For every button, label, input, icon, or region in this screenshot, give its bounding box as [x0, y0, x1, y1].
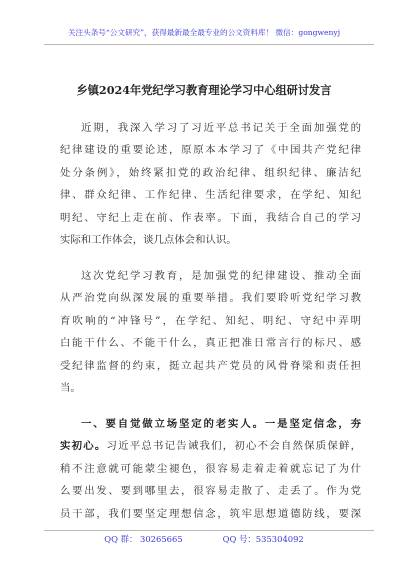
paragraph-line: 当。 — [60, 381, 81, 394]
section-heading-line — [60, 413, 361, 435]
paragraph-line: 员干部，我们要坚定理想信念，筑牢思想道德防线，要深 — [60, 507, 361, 520]
paragraph-line: 受纪律监督的约束，挺立起共产党员的风骨脊梁和责任担 — [60, 359, 361, 372]
footer-divider — [44, 530, 374, 531]
paragraph-1 — [60, 117, 361, 251]
paragraph-line: 从严治党向纵深发展的重要举措。我们要聆听党纪学习教 — [60, 292, 361, 305]
paragraph-line: 这次党纪学习教育，是加强党的纪律建设、推动全面 — [81, 270, 361, 282]
paragraph-line: 么要出发、要到哪里去，很容易走散了、走丢了。作为党 — [60, 485, 361, 498]
document-title: 乡镇2024年党纪学习教育理论学习中心组研讨发言 — [76, 83, 332, 97]
paragraph-line: 育吹响的“冲锋号”，在学纪、知纪、明纪、守纪中弄明 — [60, 314, 361, 327]
paragraph-line: 稍不注意就可能蒙尘褪色，很容易走着走着就忘记了为什 — [60, 462, 361, 475]
section-heading-continuation: 实初心。 — [60, 440, 107, 453]
paragraph-3 — [60, 413, 361, 525]
paragraph-line: 明纪、守纪上走在前、作表率。下面，我结合自己的学习 — [60, 211, 361, 224]
paragraph-2 — [60, 265, 361, 399]
footer-contacts — [0, 533, 408, 545]
paragraph-line: 实际和工作体会，谈几点体会和认识。 — [60, 233, 237, 246]
header-banner: 关注头条号“公文研究”，获得最新最全最专业的公文资料库！ 微信：gongwenyj — [67, 28, 341, 37]
paragraph-line: 处分条例》，始终紧扣党的政治纪律、组织纪律、廉洁纪 — [60, 166, 361, 179]
paragraph-line — [60, 435, 361, 457]
paragraph-line: 纪律建设的重要论述，原原本本学习了《中国共产党纪律 — [60, 144, 361, 157]
paragraph-line: 律、群众纪律、工作纪律、生活纪律要求，在学纪、知纪 — [60, 189, 361, 202]
section-heading: 一、要自觉做立场坚定的老实人。一是坚定信念，夯 — [81, 418, 361, 430]
paragraph-line: 白能干什么、不能干什么，真正把准日常言行的标尺、感 — [60, 337, 361, 350]
qq-number: QQ 号：535304092 — [222, 534, 304, 544]
paragraph-text: 习近平总书记告诫我们，初心不会自然保质保鲜， — [106, 440, 361, 453]
header-divider — [44, 44, 374, 45]
paragraph-line: 近期，我深入学习了习近平总书记关于全面加强党的 — [81, 122, 361, 134]
qq-group: QQ 群： 30265665 — [104, 534, 183, 544]
